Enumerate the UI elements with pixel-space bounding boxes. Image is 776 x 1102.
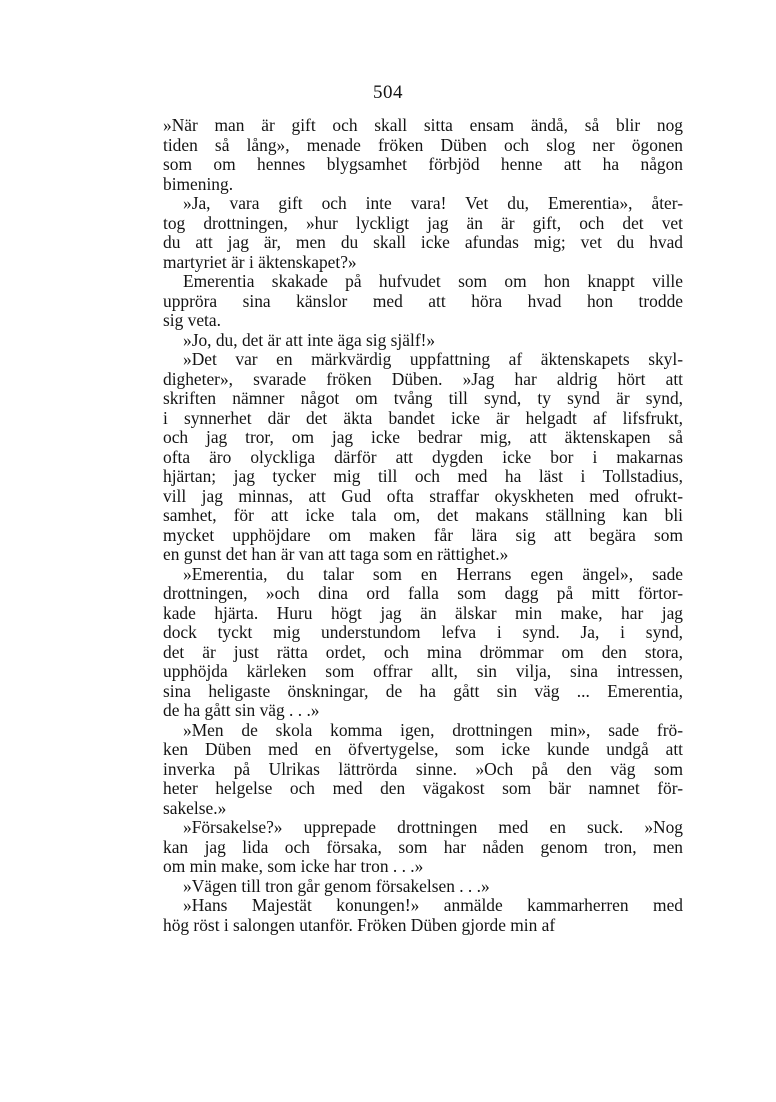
body-text [163,116,683,935]
text-line: »Ja, vara gift och inte vara! Vet du, Emerentia», åter- [183,193,683,213]
text-line: ken Düben med en öfvertygelse, som icke kunde undgå att [163,739,683,759]
text-line: mycket upphöjdare om maken får lära sig att begära som [163,524,683,545]
text-line: det är just rätta ordet, och mina drömmar om den stora, [163,641,683,662]
paragraph [163,896,683,935]
text-line: »Men de skola komma igen, drottningen min», sade frö- [183,719,683,740]
page-number: 504 [373,82,403,103]
text-line: som om hennes blygsamhet förbjöd henne att ha någon [163,154,683,174]
text-line: sina heligaste önskningar, de ha gått sin väg ... Emerentia, [163,680,683,701]
text-line: »Emerentia, du talar som en Herrans egen ängel», sade [183,563,683,584]
text-line: Emerentia skakade på hufvudet som om hon knappt ville [183,271,683,291]
text-line: inverka på Ulrikas lättrörda sinne. »Och på den väg som [163,758,683,779]
text-line: uppröra sina känslor med att höra hvad hon trodde [163,290,683,311]
text-line: digheter», svarade fröken Düben. »Jag har aldrig hört att [163,368,683,389]
text-line: i synnerhet där det äkta bandet icke är helgadt af lifsfrukt, [163,407,683,428]
text-line: »Det var en märkvärdig uppfattning af äktenskapets skyl- [183,349,683,369]
text-line: »Vägen till tron går genom försakelsen . . .» [183,875,490,896]
text-line: sakelse.» [163,797,227,818]
text-line: tog drottningen, »hur lyckligt jag än är gift, och det vet [163,212,683,233]
paragraph [163,331,683,351]
text-line: drottningen, »och dina ord falla som dagg på mitt förtor- [163,583,683,603]
text-line: »Hans Majestät konungen!» anmälde kammarherren med [183,895,683,915]
text-line: du att jag är, men du skall icke afundas mig; vet du hvad [163,232,683,252]
paragraph [163,350,683,565]
text-line: ofta äro olyckliga därför att dygden icke bor i makarnas [163,446,683,467]
paragraph [163,565,683,721]
text-line: tiden så lång», menade fröken Düben och slog ner ögonen [163,134,683,155]
text-line: sig veta. [163,310,221,330]
paragraph [163,116,683,194]
text-line: hjärtan; jag tycker mig till och med ha läst i Tollstadius, [163,466,683,486]
text-line: samhet, för att icke tala om, det makans ställning kan bli [163,505,683,525]
text-line: en gunst det han är van att taga som en rättighet.» [163,544,509,564]
text-line: hög röst i salongen utanför. Fröken Düben gjorde min af [163,914,556,935]
text-line: om min make, som icke har tron . . .» [163,856,424,876]
text-line: dock tyckt mig understundom lefva i synd. Ja, i synd, [163,622,683,642]
text-line: heter helgelse och med den vägakost som bär namnet för- [163,778,683,798]
text-line: upphöjda kärleken som offrar allt, sin vilja, sina intressen, [163,661,683,681]
text-line: kade hjärta. Huru högt jag än älskar min make, har jag [163,602,683,623]
text-line: »Jo, du, det är att inte äga sig själf!» [183,329,436,350]
text-line: de ha gått sin väg . . .» [163,700,320,720]
text-line: och jag tror, om jag icke bedrar mig, att äktenskapen så [163,427,683,447]
paragraph [163,194,683,272]
paragraph [163,721,683,819]
text-line: »När man är gift och skall sitta ensam ändå, så blir nog [163,115,683,135]
text-line: bimening. [163,173,234,194]
text-line: »Försakelse?» upprepade drottningen med en suck. »Nog [183,817,683,837]
paragraph [163,818,683,877]
paragraph [163,877,683,897]
text-line: kan jag lida och försaka, som har nåden genom tron, men [163,836,683,857]
text-line: skriften nämner något om tvång till synd, ty synd är synd, [163,388,683,408]
text-line: martyriet är i äktenskapet?» [163,251,357,272]
paragraph [163,272,683,331]
text-line: vill jag minnas, att Gud ofta straffar okyskheten med ofrukt- [163,485,683,506]
